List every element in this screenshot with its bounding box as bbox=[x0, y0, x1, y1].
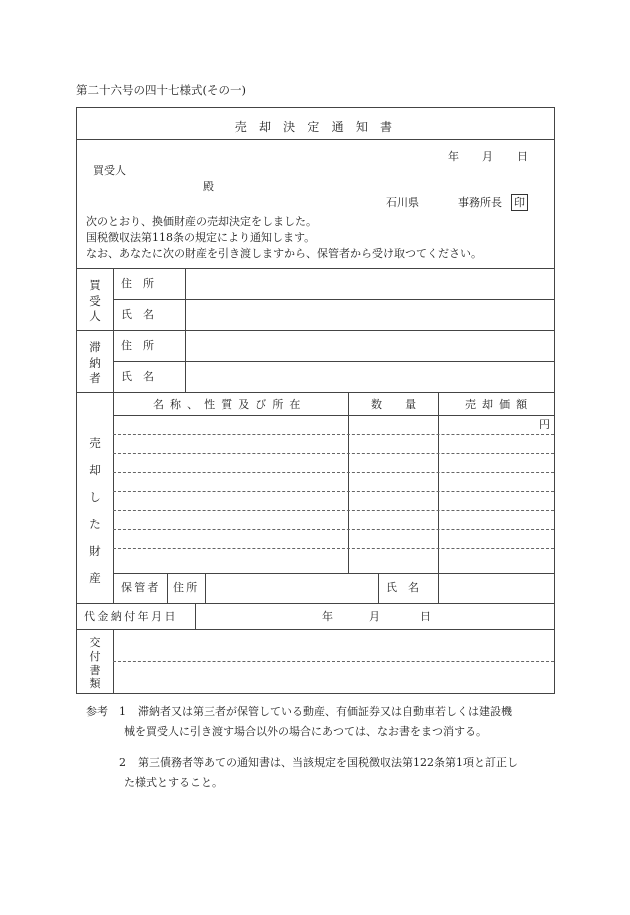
documents-section-label: 交 付 書 類 bbox=[89, 636, 101, 691]
note-2-line-2: た様式とすること。 bbox=[124, 776, 223, 789]
payment-date-label: 代金納付年月日 bbox=[84, 610, 178, 623]
payment-day-label: 日 bbox=[420, 610, 431, 623]
buyer-section-label: 買 受 人 bbox=[89, 278, 101, 324]
note-1-line-1: 滞納者又は第三者が保管している動産、有価証券又は自動車若しくは建設機 bbox=[138, 705, 512, 718]
note-2-number: 2 bbox=[119, 756, 126, 769]
payment-year-label: 年 bbox=[322, 610, 333, 623]
note-2-line-1: 第三債務者等あての通知書は、当該規定を国税徴収法第122条第1項と訂正し bbox=[138, 756, 518, 769]
delinquent-address-label: 住 所 bbox=[121, 339, 154, 352]
custodian-label: 保管者 bbox=[121, 581, 161, 594]
body-line-3: なお、あなたに次の財産を引き渡しますから、保管者から受け取つてください。 bbox=[86, 247, 482, 260]
seal-mark: 印 bbox=[511, 194, 528, 211]
body-line-1: 次のとおり、換価財産の売却決定をしました。 bbox=[86, 215, 317, 228]
col-header-price: 売却価額 bbox=[465, 398, 534, 411]
issuer-office-head: 事務所長 bbox=[458, 196, 502, 209]
recipient-label: 買受人 bbox=[93, 164, 126, 177]
form-title: 売 却 決 定 通 知 書 bbox=[234, 120, 397, 134]
honorific: 殿 bbox=[203, 180, 214, 193]
note-1-number: 1 bbox=[119, 705, 126, 718]
issuer-prefecture: 石川県 bbox=[386, 196, 419, 209]
notes-heading: 参考 bbox=[86, 705, 108, 718]
currency-unit: 円 bbox=[539, 418, 550, 431]
date-year-label: 年 bbox=[448, 150, 459, 163]
custodian-address-label: 住所 bbox=[173, 581, 200, 594]
col-header-quantity: 数 量 bbox=[371, 398, 423, 411]
form-identifier: 第二十六号の四十七様式(その一) bbox=[76, 83, 246, 97]
date-day-label: 日 bbox=[517, 150, 528, 163]
custodian-name-label: 氏 名 bbox=[386, 581, 419, 594]
buyer-name-label: 氏 名 bbox=[121, 308, 154, 321]
notice-form bbox=[76, 107, 555, 694]
col-header-description: 名称、性質及び所在 bbox=[153, 398, 307, 411]
delinquent-section-label: 滞 納 者 bbox=[89, 340, 101, 386]
property-section-label: 売 却 し た 財 産 bbox=[89, 436, 101, 585]
delinquent-name-label: 氏 名 bbox=[121, 370, 154, 383]
note-1-line-2: 械を買受人に引き渡す場合以外の場合にあつては、なお書をまつ消する。 bbox=[124, 725, 487, 738]
date-month-label: 月 bbox=[482, 150, 493, 163]
body-line-2: 国税徴収法第118条の規定により通知します。 bbox=[86, 231, 316, 244]
payment-month-label: 月 bbox=[369, 610, 380, 623]
reference-notes bbox=[86, 702, 108, 722]
buyer-address-label: 住 所 bbox=[121, 277, 154, 290]
